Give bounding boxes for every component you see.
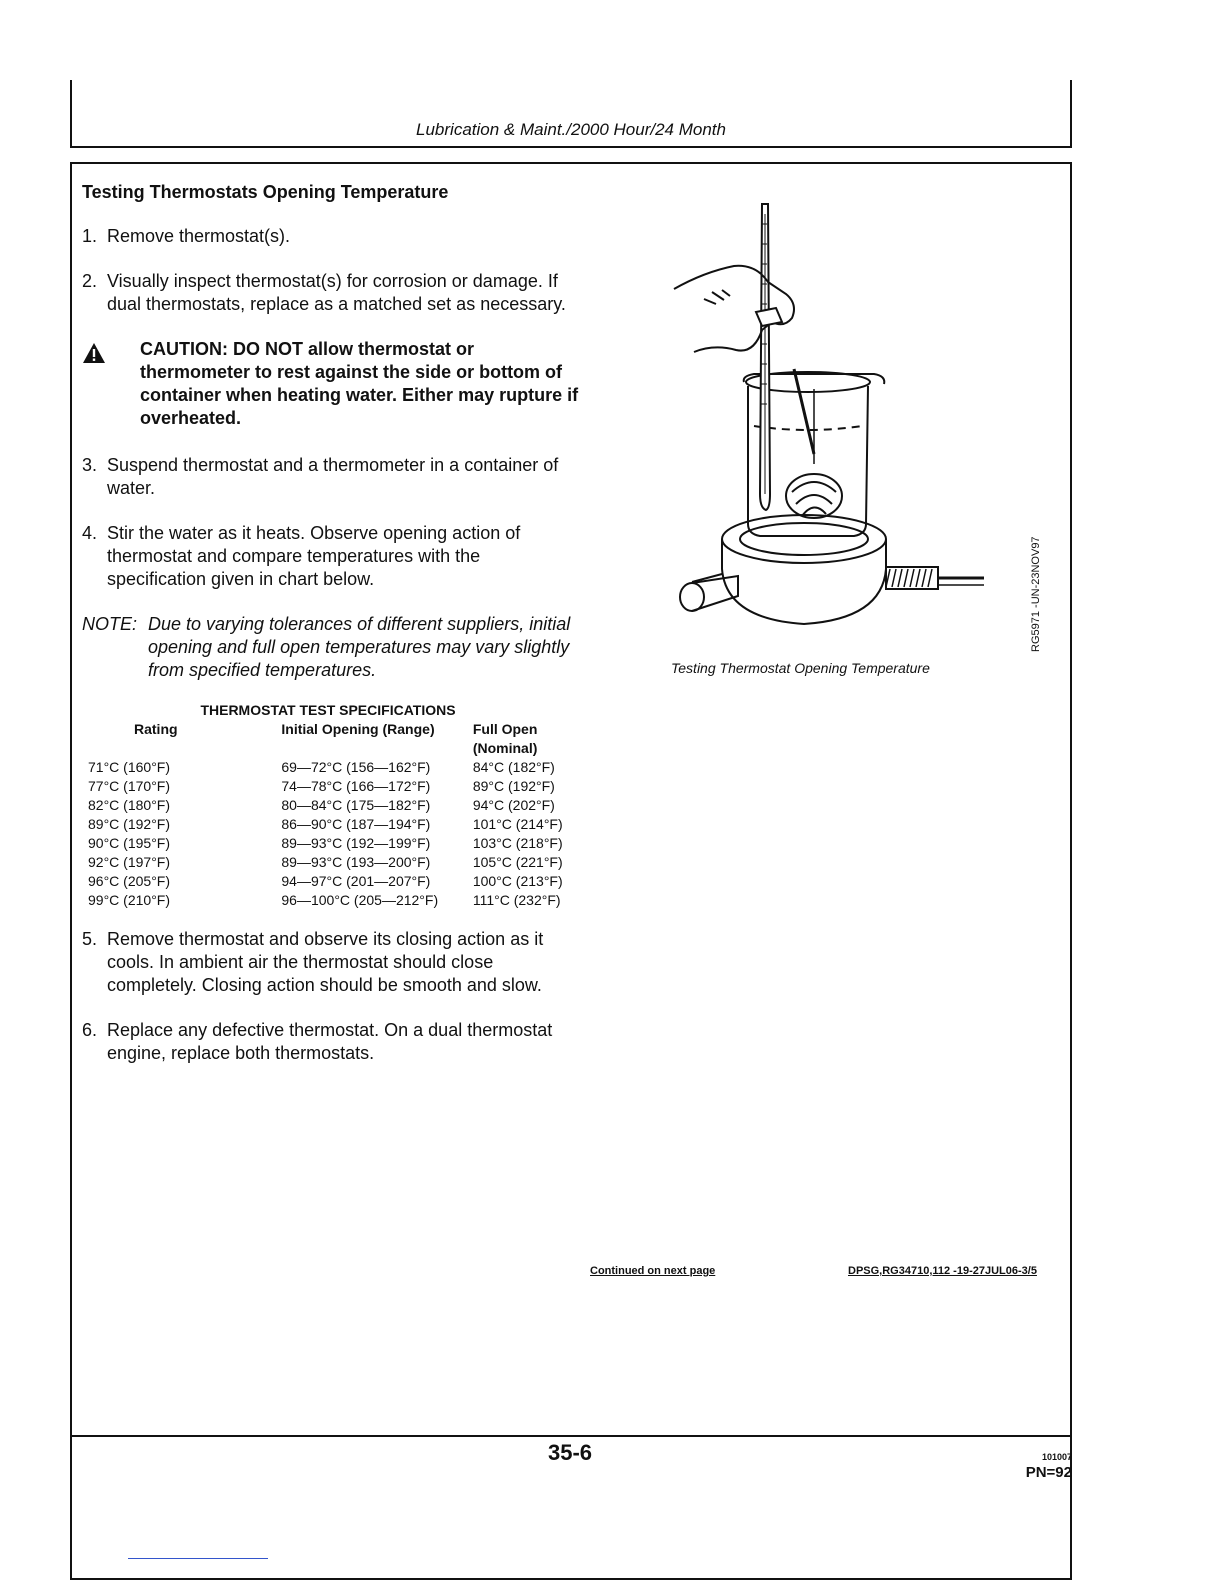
spec-table-row: [88, 834, 582, 853]
footer-divider: [70, 1435, 1072, 1437]
step-number: 3.: [82, 455, 98, 475]
spec-table-row: [88, 853, 582, 872]
footer-code: 101007: [1041, 1452, 1072, 1462]
caution-block: [82, 338, 582, 430]
step-3: [82, 454, 582, 500]
step-text: Replace any defective thermostat. On a dual thermostat engine, replace both thermostats.: [107, 1020, 553, 1063]
step-text: Remove thermostat and observe its closing action as it cools. In ambient air the thermostat should close completely. Closing action should be smooth and slow.: [107, 929, 544, 995]
cell-rating: 89°C (192°F): [88, 816, 171, 832]
spec-table-row: [88, 872, 582, 891]
step-text: Suspend thermostat and a thermometer in a container of water.: [107, 455, 559, 498]
cell-initial-opening: 89—93°C (192—199°F): [281, 835, 431, 851]
thermostat-test-illustration: [664, 194, 1004, 634]
cell-full-open: 101°C (214°F): [472, 816, 563, 832]
step-number: 1.: [82, 226, 98, 246]
step-text: Stir the water as it heats. Observe opening action of thermostat and compare temperatures with the specification given in chart below.: [107, 523, 521, 589]
step-number: 5.: [82, 929, 98, 949]
steps-upper: [82, 225, 582, 316]
cell-initial-opening: 80—84°C (175—182°F): [281, 797, 431, 813]
spec-table-body: [88, 758, 582, 910]
note-block: [82, 613, 582, 682]
spec-table-row: [88, 796, 582, 815]
cell-rating: 71°C (160°F): [88, 759, 171, 775]
spec-table-row: [88, 815, 582, 834]
step-5: [82, 928, 582, 997]
cell-full-open: 103°C (218°F): [472, 835, 563, 851]
spec-table-row: [88, 777, 582, 796]
step-number: 4.: [82, 523, 98, 543]
steps-lower: [82, 928, 582, 1065]
cell-rating: 92°C (197°F): [88, 854, 171, 870]
step-4: [82, 522, 582, 591]
header-full-open: Full Open (Nominal): [472, 721, 538, 756]
cell-initial-opening: 96—100°C (205—212°F): [281, 892, 439, 908]
cell-rating: 82°C (180°F): [88, 797, 171, 813]
document-reference: DPSG,RG34710,112 -19-27JUL06-3/5: [848, 1265, 1037, 1277]
bottom-link-line: [128, 1558, 268, 1559]
spec-table: [88, 720, 582, 910]
cell-full-open: 84°C (182°F): [472, 759, 555, 775]
spec-table-row: [88, 891, 582, 910]
spec-table-title: THERMOSTAT TEST SPECIFICATIONS: [200, 702, 456, 718]
instructions-column: [82, 182, 582, 1087]
step-6: [82, 1019, 582, 1065]
step-number: 6.: [82, 1020, 98, 1040]
step-number: 2.: [82, 271, 98, 291]
cell-full-open: 111°C (232°F): [472, 892, 561, 908]
cell-initial-opening: 69—72°C (156—162°F): [281, 759, 431, 775]
cell-full-open: 100°C (213°F): [472, 873, 563, 889]
section-title: Testing Thermostats Opening Temperature: [82, 182, 449, 202]
cell-rating: 99°C (210°F): [88, 892, 171, 908]
header-initial-opening: Initial Opening (Range): [281, 721, 435, 737]
page-number: 35-6: [548, 1440, 593, 1465]
cell-full-open: 105°C (221°F): [472, 854, 563, 870]
footer-pn: PN=92: [1025, 1464, 1072, 1481]
cell-full-open: 89°C (192°F): [472, 778, 555, 794]
step-2: [82, 270, 582, 316]
cell-rating: 90°C (195°F): [88, 835, 171, 851]
cell-initial-opening: 74—78°C (166—172°F): [281, 778, 431, 794]
cell-initial-opening: 94—97°C (201—207°F): [281, 873, 431, 889]
cell-rating: 96°C (205°F): [88, 873, 171, 889]
cell-rating: 77°C (170°F): [88, 778, 171, 794]
cell-full-open: 94°C (202°F): [472, 797, 555, 813]
figure-reference-code: RG5971 -UN-23NOV97: [1030, 536, 1042, 652]
warning-triangle-icon: [82, 338, 140, 430]
spec-table-row: [88, 758, 582, 777]
spec-table-header: [88, 720, 582, 758]
header-title: Lubrication & Maint./2000 Hour/24 Month: [416, 120, 726, 139]
step-1: [82, 225, 582, 248]
step-text: Remove thermostat(s).: [107, 226, 291, 246]
cell-initial-opening: 89—93°C (193—200°F): [281, 854, 431, 870]
caution-text: CAUTION: DO NOT allow thermostat or thermometer to rest against the side or bottom of container when heating water. Either may rupture if overheated.: [140, 339, 579, 428]
figure-caption: Testing Thermostat Opening Temperature: [671, 660, 930, 676]
step-text: Visually inspect thermostat(s) for corrosion or damage. If dual thermostats, replace as a matched set as necessary.: [107, 271, 566, 314]
note-label: NOTE:: [82, 614, 138, 634]
cell-initial-opening: 86—90°C (187—194°F): [281, 816, 431, 832]
header-frame: [70, 80, 1072, 148]
steps-mid: [82, 454, 582, 591]
continued-label: Continued on next page: [590, 1265, 716, 1277]
header-rating: Rating: [134, 721, 178, 737]
note-text: Due to varying tolerances of different suppliers, initial opening and full open temperatures may vary slightly from specified temperatures.: [148, 614, 571, 680]
